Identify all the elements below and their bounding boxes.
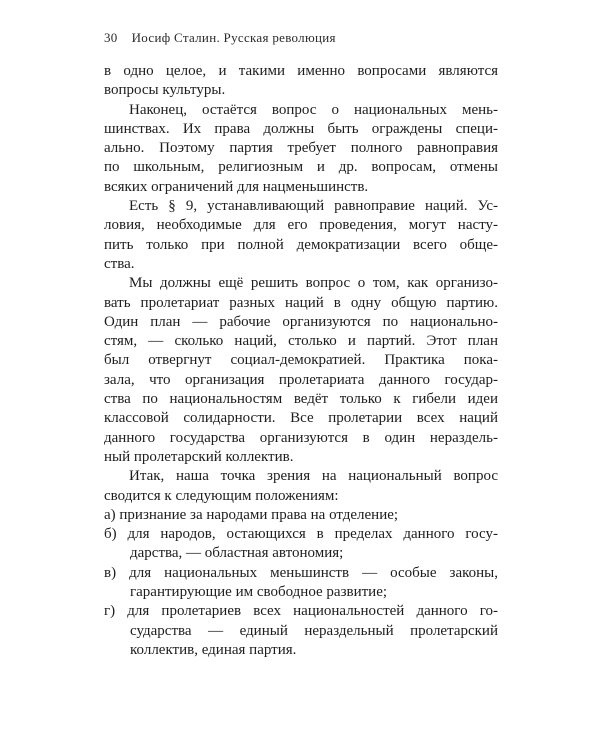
text-line: данного государства организуются в один нераздель- <box>104 429 498 446</box>
page-number: 30 <box>104 30 118 45</box>
text-line: ства. <box>104 255 135 272</box>
text-line: гарантирующие им свободное развитие; <box>130 584 388 601</box>
text-line: по школьным, религиозным и др. вопросам, отмены <box>104 159 498 176</box>
text-line: всяких ограничений для нацменьшинств. <box>104 178 369 195</box>
list-item <box>104 564 498 603</box>
text-line: шинствах. Их права должны быть ограждены специ- <box>104 120 498 137</box>
text-line: классовой солидарности. Все пролетарии всех наций <box>104 410 498 427</box>
text-line: сударства — единый нераздельный пролетарский <box>130 622 498 639</box>
list-item <box>104 525 498 564</box>
text-line: ный пролетарский коллектив. <box>104 448 294 465</box>
text-line: вать пролетариат разных наций в одну общую партию. <box>104 294 498 311</box>
list-item <box>104 602 498 660</box>
text-line: ловия, необходимые для его проведения, могут насту- <box>104 217 498 234</box>
paragraph <box>104 62 498 101</box>
text-line: Один план — рабочие организуются по национально- <box>104 313 498 330</box>
text-line: в одно целое, и такими именно вопросами являются <box>104 63 498 79</box>
text-line: Мы должны ещё решить вопрос о том, как организо- <box>129 275 498 292</box>
running-title: Иосиф Сталин. Русская революция <box>131 30 336 45</box>
list-item <box>104 506 498 525</box>
text-line: ства по национальностям ведёт только к гибели идеи <box>104 391 498 408</box>
text-block <box>104 62 498 660</box>
text-line: вопросы культуры. <box>104 82 226 99</box>
text-line: Итак, наша точка зрения на национальный вопрос <box>129 468 498 485</box>
text-line: ально. Поэтому партия требует полного равноправия <box>104 140 498 157</box>
text-line: г) для пролетариев всех национальностей данного го- <box>104 603 498 620</box>
text-line: стям, — сколько наций, столько и партий. Этот план <box>104 333 498 350</box>
text-line: дарства, — областная автономия; <box>130 545 344 562</box>
text-line: был отвергнут социал-демократией. Практика пока- <box>104 352 498 369</box>
text-line: коллектив, единая партия. <box>130 641 297 658</box>
running-header <box>104 30 498 46</box>
text-line: Наконец, остаётся вопрос о национальных мень- <box>129 101 498 118</box>
text-line: сводится к следующим положениям: <box>104 487 339 504</box>
text-line: в) для национальных меньшинств — особые законы, <box>104 564 498 581</box>
text-line: пить только при полной демократизации всего обще- <box>104 236 498 253</box>
paragraph <box>104 274 498 467</box>
text-line: Есть § 9, устанавливающий равноправие наций. Ус- <box>129 198 498 215</box>
paragraph <box>104 197 498 274</box>
paragraph <box>104 101 498 197</box>
paragraph <box>104 467 498 506</box>
text-line: зала, что организация пролетариата данного государ- <box>104 371 498 388</box>
text-line: б) для народов, остающихся в пределах данного госу- <box>104 526 498 543</box>
text-line: а) признание за народами права на отделение; <box>104 506 399 523</box>
